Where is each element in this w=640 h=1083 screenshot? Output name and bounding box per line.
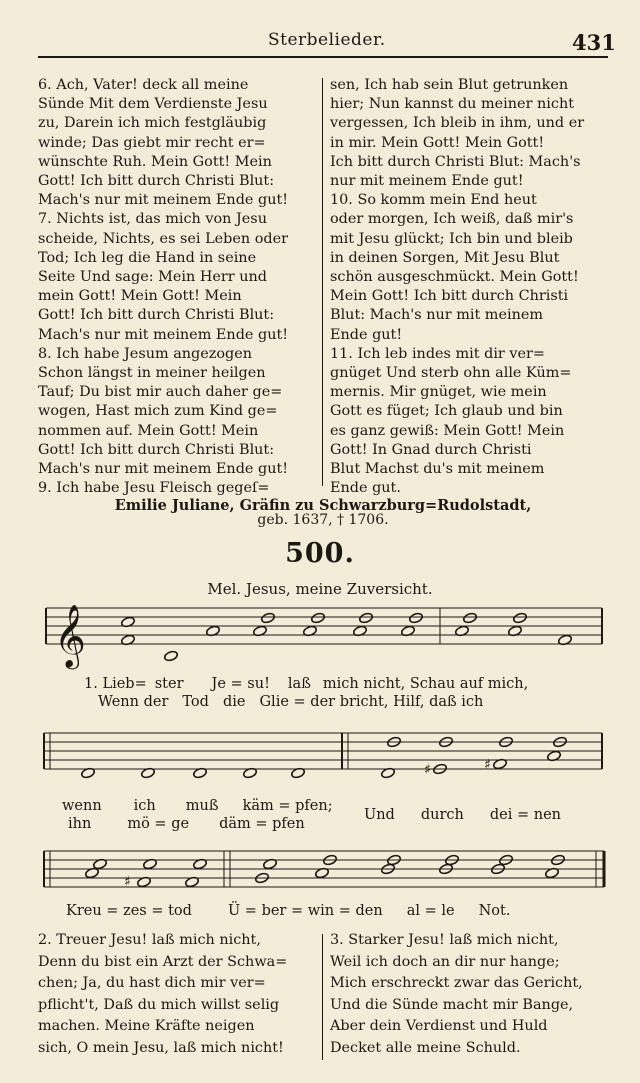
text-line: Blut: Mach's nur mit meinem [330, 307, 543, 324]
lyric-line [84, 676, 528, 692]
syllable: = [106, 903, 119, 919]
text-line: mein Gott! Mein Gott! Mein [38, 288, 242, 305]
text-line: Decket alle meine Schuld. [330, 1039, 521, 1056]
syllable: ge [171, 816, 190, 832]
syllable: 1. Lieb= [84, 676, 147, 692]
text-line: es ganz gewiß: Mein Gott! Mein [330, 422, 565, 439]
text-line: 3. Starker Jesu! laß mich nicht, [330, 932, 559, 948]
text-line: Weil ich doch an dir nur hange; [330, 953, 560, 970]
text-line: sich, O mein Jesu, laß mich nicht! [38, 1039, 284, 1056]
syllable: den [355, 903, 383, 919]
text-line: schön ausgeschmückt. Mein Gott! [330, 269, 579, 286]
text-line: oder morgen, Ich weiß, daß mir's [330, 211, 574, 228]
text-line: Ende gut. [330, 480, 401, 497]
text-line: in deinen Sorgen, Mit Jesu Blut [330, 249, 560, 266]
text-line: wogen, Hast mich zum Kind ge= [38, 403, 278, 420]
text-line: Blut Machst du's mit meinem [330, 461, 545, 478]
syllable: = [151, 903, 164, 919]
text-line: 9. Ich habe Jesu Fleisch gegeſ= [38, 480, 270, 497]
syllable: Schau [409, 676, 456, 692]
text-line: sen, Ich hab sein Blut getrunken [330, 77, 569, 93]
syllable: daß [429, 694, 457, 710]
text-line: winde; Das giebt mir recht er= [38, 134, 266, 151]
text-line: Gott! Ich bitt durch Christi Blut: [38, 441, 275, 458]
column-divider [322, 934, 323, 1060]
syllable: = [293, 694, 306, 710]
syllable: Und [364, 807, 395, 823]
syllable: Not. [478, 903, 511, 919]
text-line: Ich bitt durch Christi Blut: Mach's [330, 153, 581, 170]
syllable: die [222, 694, 246, 710]
text-line: 2. Treuer Jesu! laß mich nicht, [38, 932, 261, 948]
text-line: Aber dein Verdienst und Huld [330, 1018, 548, 1035]
syllable: = [290, 903, 304, 919]
hymn-number: 500. [285, 538, 355, 569]
lyric-line [66, 903, 510, 919]
syllable: der [143, 694, 169, 710]
syllable: = [255, 816, 268, 832]
lyric-line [68, 816, 305, 832]
text-line: Gott! In Gnad durch Christi [330, 441, 532, 458]
syllable: pfen [272, 816, 305, 832]
text-line: Schon längst in meiner heilgen [38, 365, 266, 382]
svg-text:♯: ♯ [484, 757, 491, 773]
treble-clef-icon: 𝄞 [54, 604, 86, 667]
text-line: wünschte Ruh. Mein Gott! Mein [38, 153, 272, 170]
text-line: mit Jesu glückt; Ich bin und bleib [330, 230, 573, 247]
syllable: al [406, 903, 420, 919]
text-line: Seite Und sage: Mein Herr und [38, 269, 267, 286]
syllable: däm [219, 816, 251, 832]
text-line: nommen auf. Mein Gott! Mein [38, 422, 259, 439]
text-line: Ende gut! [330, 326, 403, 343]
text-line: Mein Gott! Ich bitt durch Christi [330, 288, 569, 305]
syllable: nicht, [363, 676, 406, 692]
syllable: käm [242, 798, 274, 814]
syllable: ich [461, 694, 484, 710]
text-line: Mach's nur mit meinem Ende gut! [38, 461, 289, 478]
syllable: = [278, 798, 291, 814]
syllable: = [244, 903, 257, 919]
text-line: Gott! Ich bitt durch Christi Blut: [38, 173, 275, 190]
text-line: Denn du bist ein Arzt der Schwa= [38, 953, 288, 970]
lyric-line [364, 807, 561, 823]
syllable: nen [533, 807, 562, 823]
lower-left-column [38, 930, 314, 1060]
syllable: = [154, 816, 167, 832]
syllable: = [424, 903, 437, 919]
svg-text:♯: ♯ [424, 762, 431, 778]
text-line: gnüget Und sterb ohn alle Küm= [330, 365, 572, 382]
syllable: Kreu [66, 903, 102, 919]
syllable: pfen; [295, 798, 333, 814]
text-line: Tauf; Du bist mir auch daher ge= [38, 384, 283, 401]
lyric-line [98, 694, 483, 710]
lower-right-column [330, 930, 606, 1060]
text-line: nur mit meinem Ende gut! [330, 173, 524, 190]
text-line: Gott es füget; Ich glaub und bin [330, 403, 563, 420]
syllable: = [516, 807, 530, 823]
text-line: 11. Ich leb indes mit dir ver= [330, 345, 545, 362]
syllable: = [338, 903, 351, 919]
author-attribution: Emilie Juliane, Gräfin zu Schwarzburg=Rudolstadt, [114, 497, 532, 514]
svg-text:♯: ♯ [124, 874, 131, 890]
syllable: = [230, 676, 243, 692]
lyric-line [62, 798, 333, 814]
syllable: Wenn [98, 694, 139, 710]
text-line: Mach's nur mit meinem Ende gut! [38, 326, 289, 343]
text-line: chen; Ja, du hast dich mir ver= [38, 975, 266, 992]
text-line: in mir. Mein Gott! Mein Gott! [330, 134, 545, 151]
syllable: Hilf, [393, 694, 425, 710]
syllable: ich [133, 798, 156, 814]
text-line: Sünde Mit dem Verdienste Jesu [38, 96, 268, 113]
syllable: auf [459, 676, 484, 692]
syllable: Tod [182, 694, 209, 710]
syllable: ber [261, 903, 287, 919]
text-line: hier; Nun kannst du meiner nicht [330, 96, 575, 113]
syllable: le [441, 903, 455, 919]
text-line: scheide, Nichts, es sei Leben oder [38, 230, 289, 247]
syllable: Je [211, 676, 226, 692]
text-line: vergessen, Ich bleib in ihm, und er [330, 115, 585, 132]
syllable: dei [489, 807, 513, 823]
syllable: Ü [227, 903, 241, 919]
text-line: mernis. Mir gnüget, wie mein [330, 384, 547, 401]
syllable: ster [154, 676, 184, 692]
text-line: machen. Meine Kräfte neigen [38, 1018, 255, 1035]
page-number: 431 [572, 30, 616, 55]
text-line: Tod; Ich leg die Hand in seine [38, 249, 257, 266]
syllable: wenn [62, 798, 102, 814]
text-line: 10. So komm mein End heut [330, 192, 537, 209]
syllable: laß [287, 676, 311, 692]
syllable: ihn [68, 816, 92, 832]
text-line: Und die Sünde macht mir Bange, [330, 996, 574, 1013]
syllable: su! [247, 676, 270, 692]
syllable: mich [322, 676, 359, 692]
text-line: zu, Darein ich mich festgläubig [38, 115, 267, 132]
syllable: muß [185, 798, 219, 814]
text-line: 8. Ich habe Jesum angezogen [38, 345, 253, 362]
syllable: der [310, 694, 336, 710]
syllable: zes [123, 903, 147, 919]
text-line: 7. Nichts ist, das mich von Jesu [38, 211, 267, 228]
author-dates: geb. 1637, † 1706. [257, 512, 389, 528]
syllable: Glie [259, 694, 289, 710]
syllable: mö [127, 816, 150, 832]
text-line: pflicht't, Daß du mich willst selig [38, 996, 280, 1013]
melody-reference: Mel. Jesus, meine Zuversicht. [207, 580, 433, 598]
syllable: bricht, [339, 694, 389, 710]
syllable: win [307, 903, 335, 919]
text-line: Mich erschreckt zwar das Gericht, [330, 975, 583, 992]
syllable: mich, [487, 676, 529, 692]
text-line: Gott! Ich bitt durch Christi Blut: [38, 307, 275, 324]
running-title: Sterbelieder. [268, 30, 386, 50]
text-line: 6. Ach, Vater! deck all meine [38, 77, 249, 93]
text-line: Mach's nur mit meinem Ende gut! [38, 192, 289, 209]
syllable: durch [420, 807, 464, 823]
syllable: tod [168, 903, 192, 919]
